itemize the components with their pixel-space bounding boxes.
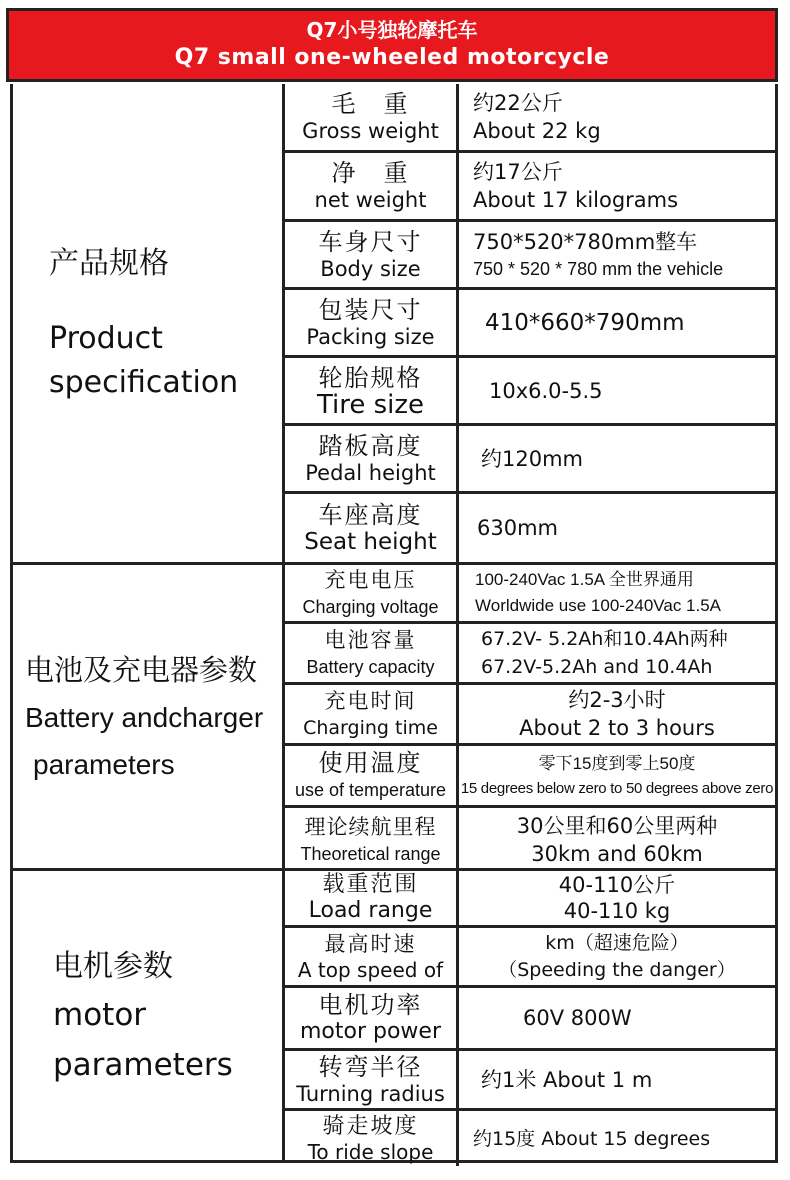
table-row-tire-size [285,358,775,426]
table-row-top-speed [285,928,775,988]
row-label-en: Pedal height [305,460,436,485]
row-value [459,685,775,743]
value-line-1: 630mm [477,516,558,540]
row-value [459,928,775,985]
row-label [285,1111,459,1166]
row-label-en: To ride slope [307,1139,434,1164]
row-label-en: Gross weight [302,119,439,143]
value-line-1: km（超速危险） [545,931,689,954]
row-label [285,871,459,925]
table-row-battery-capacity [285,624,775,685]
value-line-2: Worldwide use 100-240Vac 1.5A [475,596,722,615]
row-value [459,988,775,1048]
title-en: Q7 small one-wheeled motorcycle [174,45,610,70]
row-value [459,84,775,150]
section-label-zh: 电机参数 [53,949,173,984]
section-label-en: Product [49,321,163,356]
value-line-1: 10x6.0-5.5 [489,378,603,403]
table-row-pedal-height [285,426,775,494]
section-battery-charger [13,562,775,868]
row-label-zh: 车座高度 [318,501,423,529]
value-line-2: 40-110 kg [563,899,671,923]
row-value [459,358,775,423]
value-line-1: 约17公斤 [473,160,563,184]
row-value [459,746,775,805]
row-label [285,1051,459,1108]
row-value [459,808,775,871]
spec-table [10,84,778,1163]
section-product-specification [13,84,775,562]
table-row-gross-weight [285,84,775,153]
row-label-zh: 使用温度 [318,748,423,777]
section-label-zh: 产品规格 [49,246,169,281]
row-label-en: Charging voltage [302,597,439,617]
section-label-en: Battery andcharger [25,701,264,733]
row-label-zh: 骑走坡度 [322,1113,419,1139]
row-label-zh: 包装尺寸 [318,295,423,324]
section-label-zh: 电池及充电器参数 [25,652,258,687]
row-value [459,426,775,491]
row-value [459,290,775,355]
row-label-zh: 净 重 [331,159,410,187]
row-value [459,494,775,562]
value-line-1: 60V 800W [523,1006,632,1030]
row-label [285,746,459,805]
value-line-1: 100-240Vac 1.5A 全世界通用 [475,570,694,589]
row-value [459,222,775,287]
row-label [285,685,459,743]
table-row-body-size [285,222,775,290]
value-line-1: 67.2V- 5.2Ah和10.4Ah两种 [481,628,728,650]
row-label-zh: 充电电压 [324,568,417,592]
value-line-1: 约120mm [481,446,583,471]
row-value [459,565,775,621]
row-label-zh: 最高时速 [324,931,417,956]
value-line-1: 30公里和60公里两种 [516,813,718,838]
table-row-ride-slope [285,1111,775,1166]
row-value [459,871,775,925]
row-label [285,426,459,491]
value-line-1: 约22公斤 [473,91,563,115]
row-label [285,358,459,423]
row-label-en: Load range [308,898,433,923]
section-label [13,565,285,868]
row-label-en: Turning radius [296,1081,445,1106]
value-line-1: 750*520*780mm整车 [473,229,698,254]
table-row-charging-voltage [285,565,775,624]
value-line-1: 零下15度到零上50度 [538,753,696,773]
title-banner [6,8,778,82]
title-zh: Q7小号独轮摩托车 [306,18,478,42]
row-label-zh: 轮胎规格 [318,363,423,392]
row-label-en: Charging time [303,717,438,739]
row-label [285,988,459,1048]
table-row-packing-size [285,290,775,358]
table-row-charging-time [285,685,775,746]
row-value [459,1051,775,1108]
value-line-1: 410*660*790mm [485,309,685,336]
section-label-en-2: parameters [53,1047,233,1083]
row-label [285,290,459,355]
row-label [285,153,459,219]
table-row-load-range [285,871,775,928]
row-label-en: net weight [314,188,427,212]
row-label-en: Theoretical range [300,843,441,864]
row-label [285,624,459,682]
row-value [459,624,775,682]
row-label-zh: 踏板高度 [318,431,423,460]
value-line-1: 40-110公斤 [558,873,676,897]
value-line-2: 15 degrees below zero to 50 degrees above zero [460,779,774,797]
table-row-seat-height [285,494,775,562]
value-line-2: About 17 kilograms [473,188,679,212]
row-label [285,84,459,150]
section-label [13,871,285,1163]
value-line-2: About 2 to 3 hours [519,716,715,740]
section-label-en-2: parameters [33,748,175,780]
row-label-zh: 毛 重 [331,90,410,118]
row-label [285,222,459,287]
value-line-2: 67.2V-5.2Ah and 10.4Ah [481,656,713,678]
value-line-1: 约1米 About 1 m [481,1067,653,1092]
row-label [285,808,459,871]
value-line-2: 750 * 520 * 780 mm the vehicle [473,258,724,279]
section-motor-parameters [13,868,775,1163]
row-label-en: motor power [299,1019,441,1044]
row-label-zh: 电池容量 [324,628,417,652]
row-label-en: Battery capacity [306,657,435,677]
row-label [285,565,459,621]
table-row-use-of-temperature [285,746,775,808]
row-label-en: A top speed of [297,957,444,982]
row-label [285,494,459,562]
table-row-net-weight [285,153,775,222]
row-label-en: Seat height [304,529,437,555]
row-label-en: Body size [320,256,421,281]
table-row-turning-radius [285,1051,775,1111]
row-label-zh: 充电时间 [324,689,417,713]
row-label-en: use of temperature [294,779,447,800]
value-line-2: 30km and 60km [531,841,703,866]
row-label-en: Packing size [306,324,435,349]
section-label [13,84,285,562]
value-line-2: （Speeding the danger） [498,958,736,981]
row-value [459,1111,775,1166]
value-line-1: 约2-3小时 [568,688,666,712]
table-row-theoretical-range [285,808,775,871]
row-label-zh: 电机功率 [318,991,423,1019]
section-label-en-2: specification [49,365,239,400]
row-label-zh: 载重范围 [322,872,419,897]
row-label-zh: 转弯半径 [318,1052,423,1081]
row-label-zh: 理论续航里程 [304,814,437,839]
value-line-1: 约15度 About 15 degrees [473,1127,711,1150]
row-label-zh: 车身尺寸 [318,227,423,256]
row-label [285,928,459,985]
value-line-2: About 22 kg [473,119,601,143]
row-label-en: Tire size [316,389,425,420]
table-row-motor-power [285,988,775,1051]
section-label-en: motor [53,997,147,1033]
row-value [459,153,775,219]
